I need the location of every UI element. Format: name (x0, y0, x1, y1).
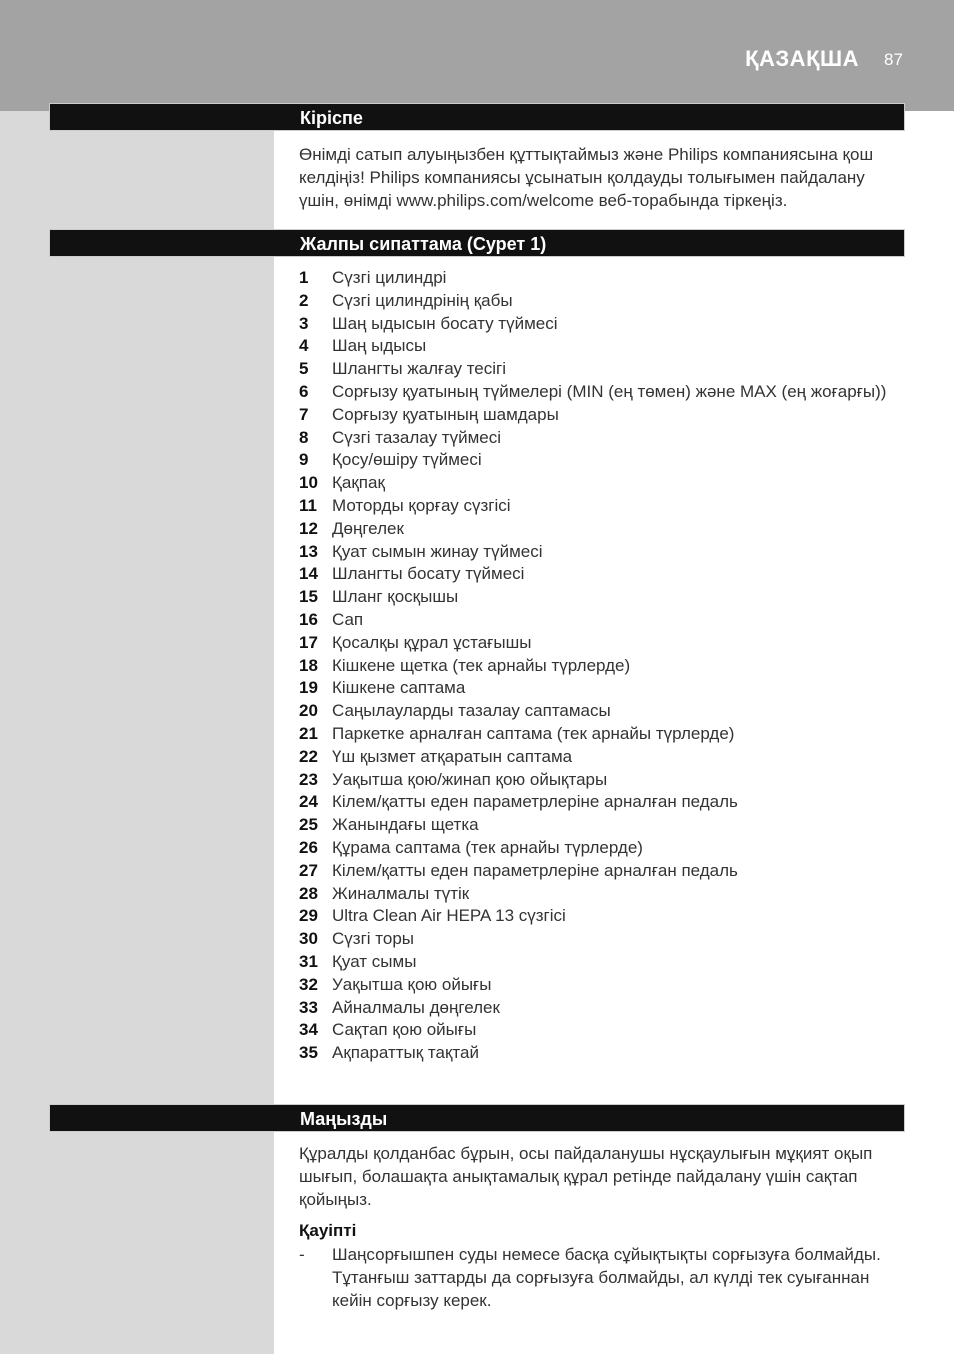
item-label: Құрама саптама (тек арнайы түрлерде) (332, 837, 643, 857)
item-number: 34 (299, 1020, 318, 1040)
list-item (299, 814, 899, 837)
important-paragraph: Құралды қолданбас бұрын, осы пайдаланушы нұсқаулығын мұқият оқып шығып, болашақта анықтамалық құрал ретінде пайдалану үшін сақтап қойыңыз. (299, 1144, 873, 1209)
list-item (299, 449, 899, 472)
item-label: Ақпараттық тақтай (332, 1043, 479, 1063)
item-number: 30 (299, 929, 318, 949)
item-label: Жиналмалы түтік (332, 883, 470, 903)
sidebar-band (0, 111, 274, 1354)
list-item (299, 632, 899, 655)
list-item (299, 860, 899, 883)
list-item (299, 746, 899, 769)
list-item (299, 997, 899, 1020)
list-item (299, 586, 899, 609)
item-number: 12 (299, 518, 318, 538)
item-label: Қақпақ (332, 473, 385, 493)
list-item (299, 404, 899, 427)
list-item (299, 541, 899, 564)
list-item (299, 700, 899, 723)
item-label: Шланг қосқышы (332, 587, 459, 607)
language-title: ҚАЗАҚША (745, 46, 859, 71)
item-label: Сорғызу қуатының түймелері (MIN (ең төмен) және MAX (ең жоғарғы)) (332, 381, 887, 401)
list-item (299, 928, 899, 951)
item-label: Қуат сымы (332, 951, 417, 971)
list-item (299, 495, 899, 518)
item-number: 25 (299, 815, 318, 835)
section-heading-important: Маңызды (300, 1109, 388, 1129)
list-item (299, 472, 899, 495)
list-item (299, 951, 899, 974)
item-label: Моторды қорғау сүзгісі (332, 495, 511, 515)
item-label: Сүзгі торы (332, 929, 414, 949)
list-item (299, 905, 899, 928)
list-item (299, 290, 899, 313)
item-number: 2 (299, 290, 309, 310)
item-number: 13 (299, 541, 318, 561)
item-label: Уақытша қою/жинап қою ойықтары (332, 769, 608, 789)
item-number: 33 (299, 997, 318, 1017)
item-label: Шлангты босату түймесі (332, 564, 525, 584)
intro-paragraph: Өнімді сатып алуыңызбен құттықтаймыз және Philips компаниясына қош келдіңіз! Philips компаниясы ұсынатын қолдауды толығымен пайдалану үшін, өнімді www.philips.com/welcome веб-торабында тіркеңіз. (299, 145, 874, 210)
item-label: Шаң ыдысы (332, 336, 427, 356)
section-bar-intro (49, 103, 905, 131)
list-item (299, 335, 899, 358)
item-label: Сорғызу қуатының шамдары (332, 404, 559, 424)
item-number: 31 (299, 951, 318, 971)
item-label: Кілем/қатты еден параметрлеріне арналған педаль (332, 792, 738, 812)
parts-list (299, 267, 899, 1065)
list-item (299, 563, 899, 586)
item-label: Уақытша қою ойығы (332, 974, 492, 994)
item-label: Қосалқы құрал ұстағышы (332, 632, 532, 652)
item-label: Кішкене саптама (332, 678, 466, 698)
item-label: Шлангты жалғау тесігі (332, 359, 507, 379)
item-label: Айналмалы дөңгелек (332, 997, 500, 1017)
item-label: Кілем/қатты еден параметрлеріне арналған педаль (332, 860, 738, 880)
section-bar-overview (49, 229, 905, 257)
item-label: Үш қызмет атқаратын саптама (332, 746, 573, 766)
list-item (299, 677, 899, 700)
item-label: Паркетке арналған саптама (тек арнайы түрлерде) (332, 723, 735, 743)
item-number: 1 (299, 268, 309, 287)
item-number: 5 (299, 359, 309, 379)
item-label: Сақтап қою ойығы (332, 1020, 477, 1040)
item-label: Шаң ыдысын босату түймесі (332, 313, 558, 333)
list-item (299, 427, 899, 450)
list-item (299, 837, 899, 860)
item-label: Ultra Clean Air HEPA 13 сүзгісі (332, 906, 566, 926)
item-number: 9 (299, 450, 309, 470)
item-number: 6 (299, 381, 309, 401)
item-number: 19 (299, 678, 318, 698)
item-number: 26 (299, 837, 318, 857)
danger-heading: Қауіпті (299, 1221, 357, 1240)
item-number: 15 (299, 587, 318, 607)
item-label: Кішкене щетка (тек арнайы түрлерде) (332, 655, 631, 675)
item-number: 14 (299, 564, 318, 584)
list-item (299, 267, 899, 290)
list-item (299, 655, 899, 678)
section-heading-intro: Кіріспе (300, 108, 363, 128)
list-item (299, 1042, 899, 1065)
item-label: Қуат сымын жинау түймесі (332, 541, 543, 561)
section-bar-important (49, 1104, 905, 1132)
item-number: 8 (299, 427, 309, 447)
bullet-text: Шаңсорғышпен суды немесе басқа сұйықтықты сорғызуға болмайды. Тұтанғыш заттарды да сорғызуға болмайды, ал күлді тек суығаннан кейін сорғызу керек. (332, 1245, 881, 1310)
item-label: Дөңгелек (332, 518, 404, 538)
list-item (299, 518, 899, 541)
list-item (299, 1019, 899, 1042)
list-item (299, 883, 899, 906)
item-label: Сүзгі цилиндрі (332, 268, 447, 287)
list-item (299, 974, 899, 997)
list-item (299, 358, 899, 381)
item-label: Саңылауларды тазалау саптамасы (332, 701, 611, 721)
list-item (299, 723, 899, 746)
item-number: 4 (299, 336, 309, 356)
item-number: 32 (299, 974, 318, 994)
list-item (299, 381, 899, 404)
item-number: 35 (299, 1043, 318, 1063)
item-number: 3 (299, 313, 309, 333)
item-label: Сап (332, 609, 364, 629)
item-number: 24 (299, 792, 318, 812)
list-item (299, 313, 899, 336)
item-label: Сүзгі тазалау түймесі (332, 427, 501, 447)
section-heading-overview: Жалпы сипаттама (Сурет 1) (300, 234, 547, 254)
item-number: 28 (299, 883, 318, 903)
bullet-dash: - (299, 1245, 305, 1264)
item-number: 20 (299, 701, 318, 721)
item-number: 27 (299, 860, 318, 880)
item-number: 21 (299, 723, 318, 743)
list-item (299, 609, 899, 632)
item-number: 29 (299, 906, 318, 926)
item-number: 18 (299, 655, 318, 675)
item-number: 17 (299, 632, 318, 652)
list-item (299, 791, 899, 814)
item-number: 23 (299, 769, 318, 789)
item-label: Сүзгі цилиндрінің қабы (332, 290, 513, 310)
item-number: 11 (299, 495, 317, 515)
item-number: 7 (299, 404, 309, 424)
item-number: 10 (299, 473, 318, 493)
page-number: 87 (884, 50, 903, 69)
item-label: Жанындағы щетка (332, 815, 479, 835)
item-number: 22 (299, 746, 318, 766)
item-label: Қосу/өшіру түймесі (332, 450, 482, 470)
item-number: 16 (299, 609, 318, 629)
danger-bullet (299, 1243, 899, 1312)
list-item (299, 769, 899, 792)
